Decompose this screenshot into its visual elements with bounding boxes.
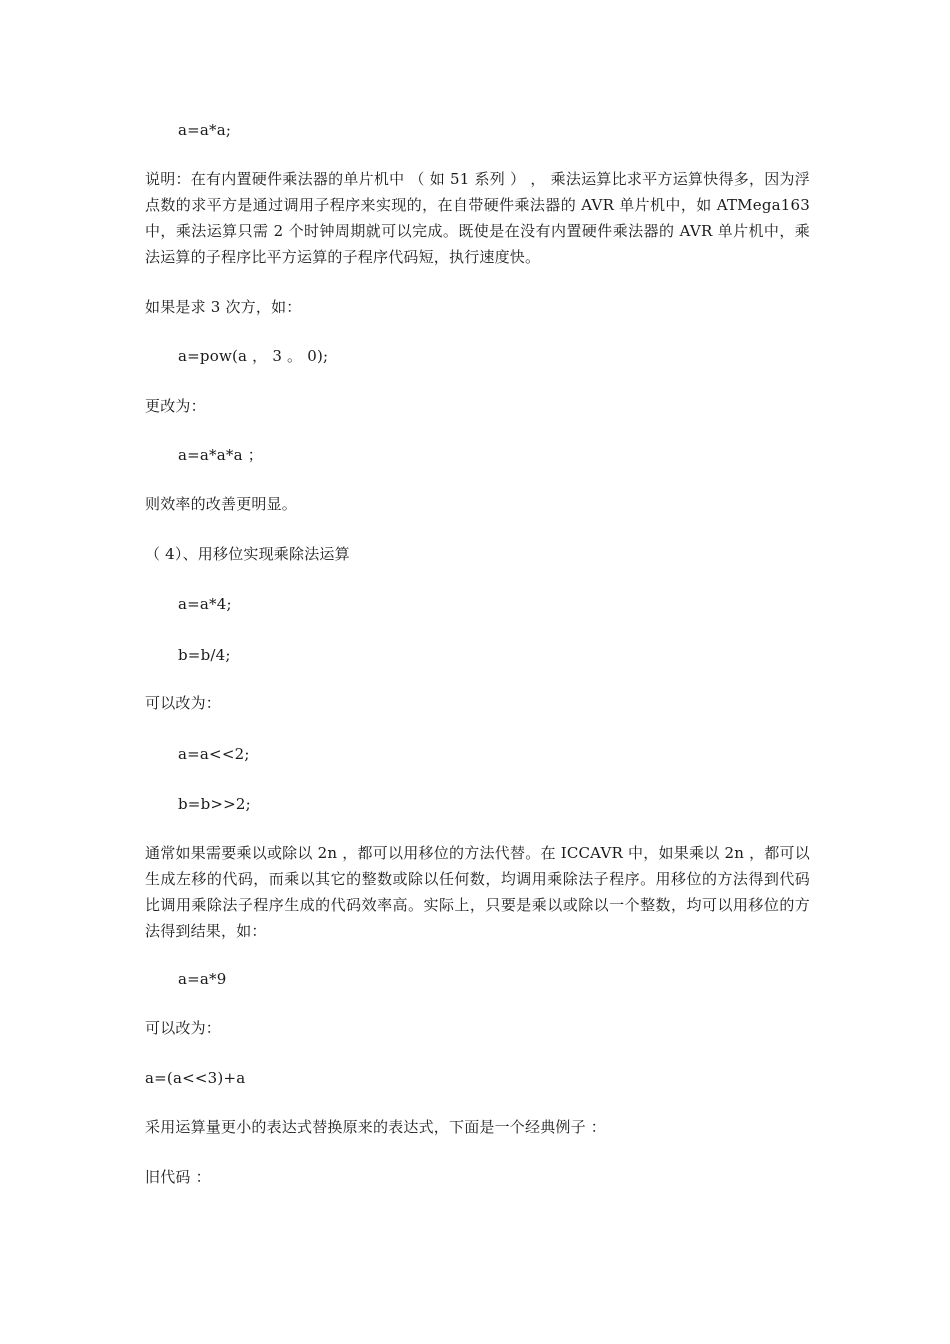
code-line-pow: a=pow(a ， 3 。 0); <box>178 347 329 365</box>
section-4-heading: （ 4）、用移位实现乘除法运算 <box>145 545 350 563</box>
code-line-shr2: b=b>>2; <box>178 795 251 813</box>
can-change-text-1: 可以改为： <box>145 694 222 712</box>
change-to-text: 更改为： <box>145 397 206 415</box>
note-paragraph: 说明：在有内置硬件乘法器的单片机中 （ 如 51 系列 ） ， 乘法运算比求平方运算快得多，因为浮点数的求平方是通过调用子程序来实现的，在自带硬件乘法器的 AVR 单片机中，如 ATMega163 中，乘法运算只需 2 个时钟周期就可以完成。既使是在没有内置硬件乘法器的 AVR 单片机中，乘法运算的子程序比平方运算的子程序代码短，执行速度快。 <box>145 170 810 266</box>
can-change-text-2: 可以改为： <box>145 1019 222 1037</box>
code-line-mul4: a=a*4; <box>178 595 232 613</box>
code-line-div4: b=b/4; <box>178 646 231 664</box>
code-line-a-squared: a=a*a; <box>178 121 232 139</box>
code-line-mul9: a=a*9 <box>178 970 227 988</box>
shift-paragraph: 通常如果需要乘以或除以 2n ，都可以用移位的方法代替。在 ICCAVR 中，如果乘以 2n ，都可以生成左移的代码，而乘以其它的整数或除以任何数，均调用乘除法子程序。用移位的方法得到代码比调用乘除法子程序生成的代码效率高。实际上，只要是乘以或除以一个整数，均可以用移位的方法得到结果，如： <box>145 844 810 940</box>
code-line-shl2: a=a<<2; <box>178 745 250 763</box>
code-line-shift9: a=(a<<3)+a <box>145 1069 246 1087</box>
replace-intro-text: 采用运算量更小的表达式替换原来的表达式，下面是一个经典例子 ： <box>145 1118 606 1136</box>
efficiency-note-text: 则效率的改善更明显。 <box>145 495 298 513</box>
code-line-cube: a=a*a*a ； <box>178 446 263 464</box>
old-code-label: 旧代码 ： <box>145 1168 211 1186</box>
cube-intro-text: 如果是求 3 次方，如： <box>145 298 302 316</box>
